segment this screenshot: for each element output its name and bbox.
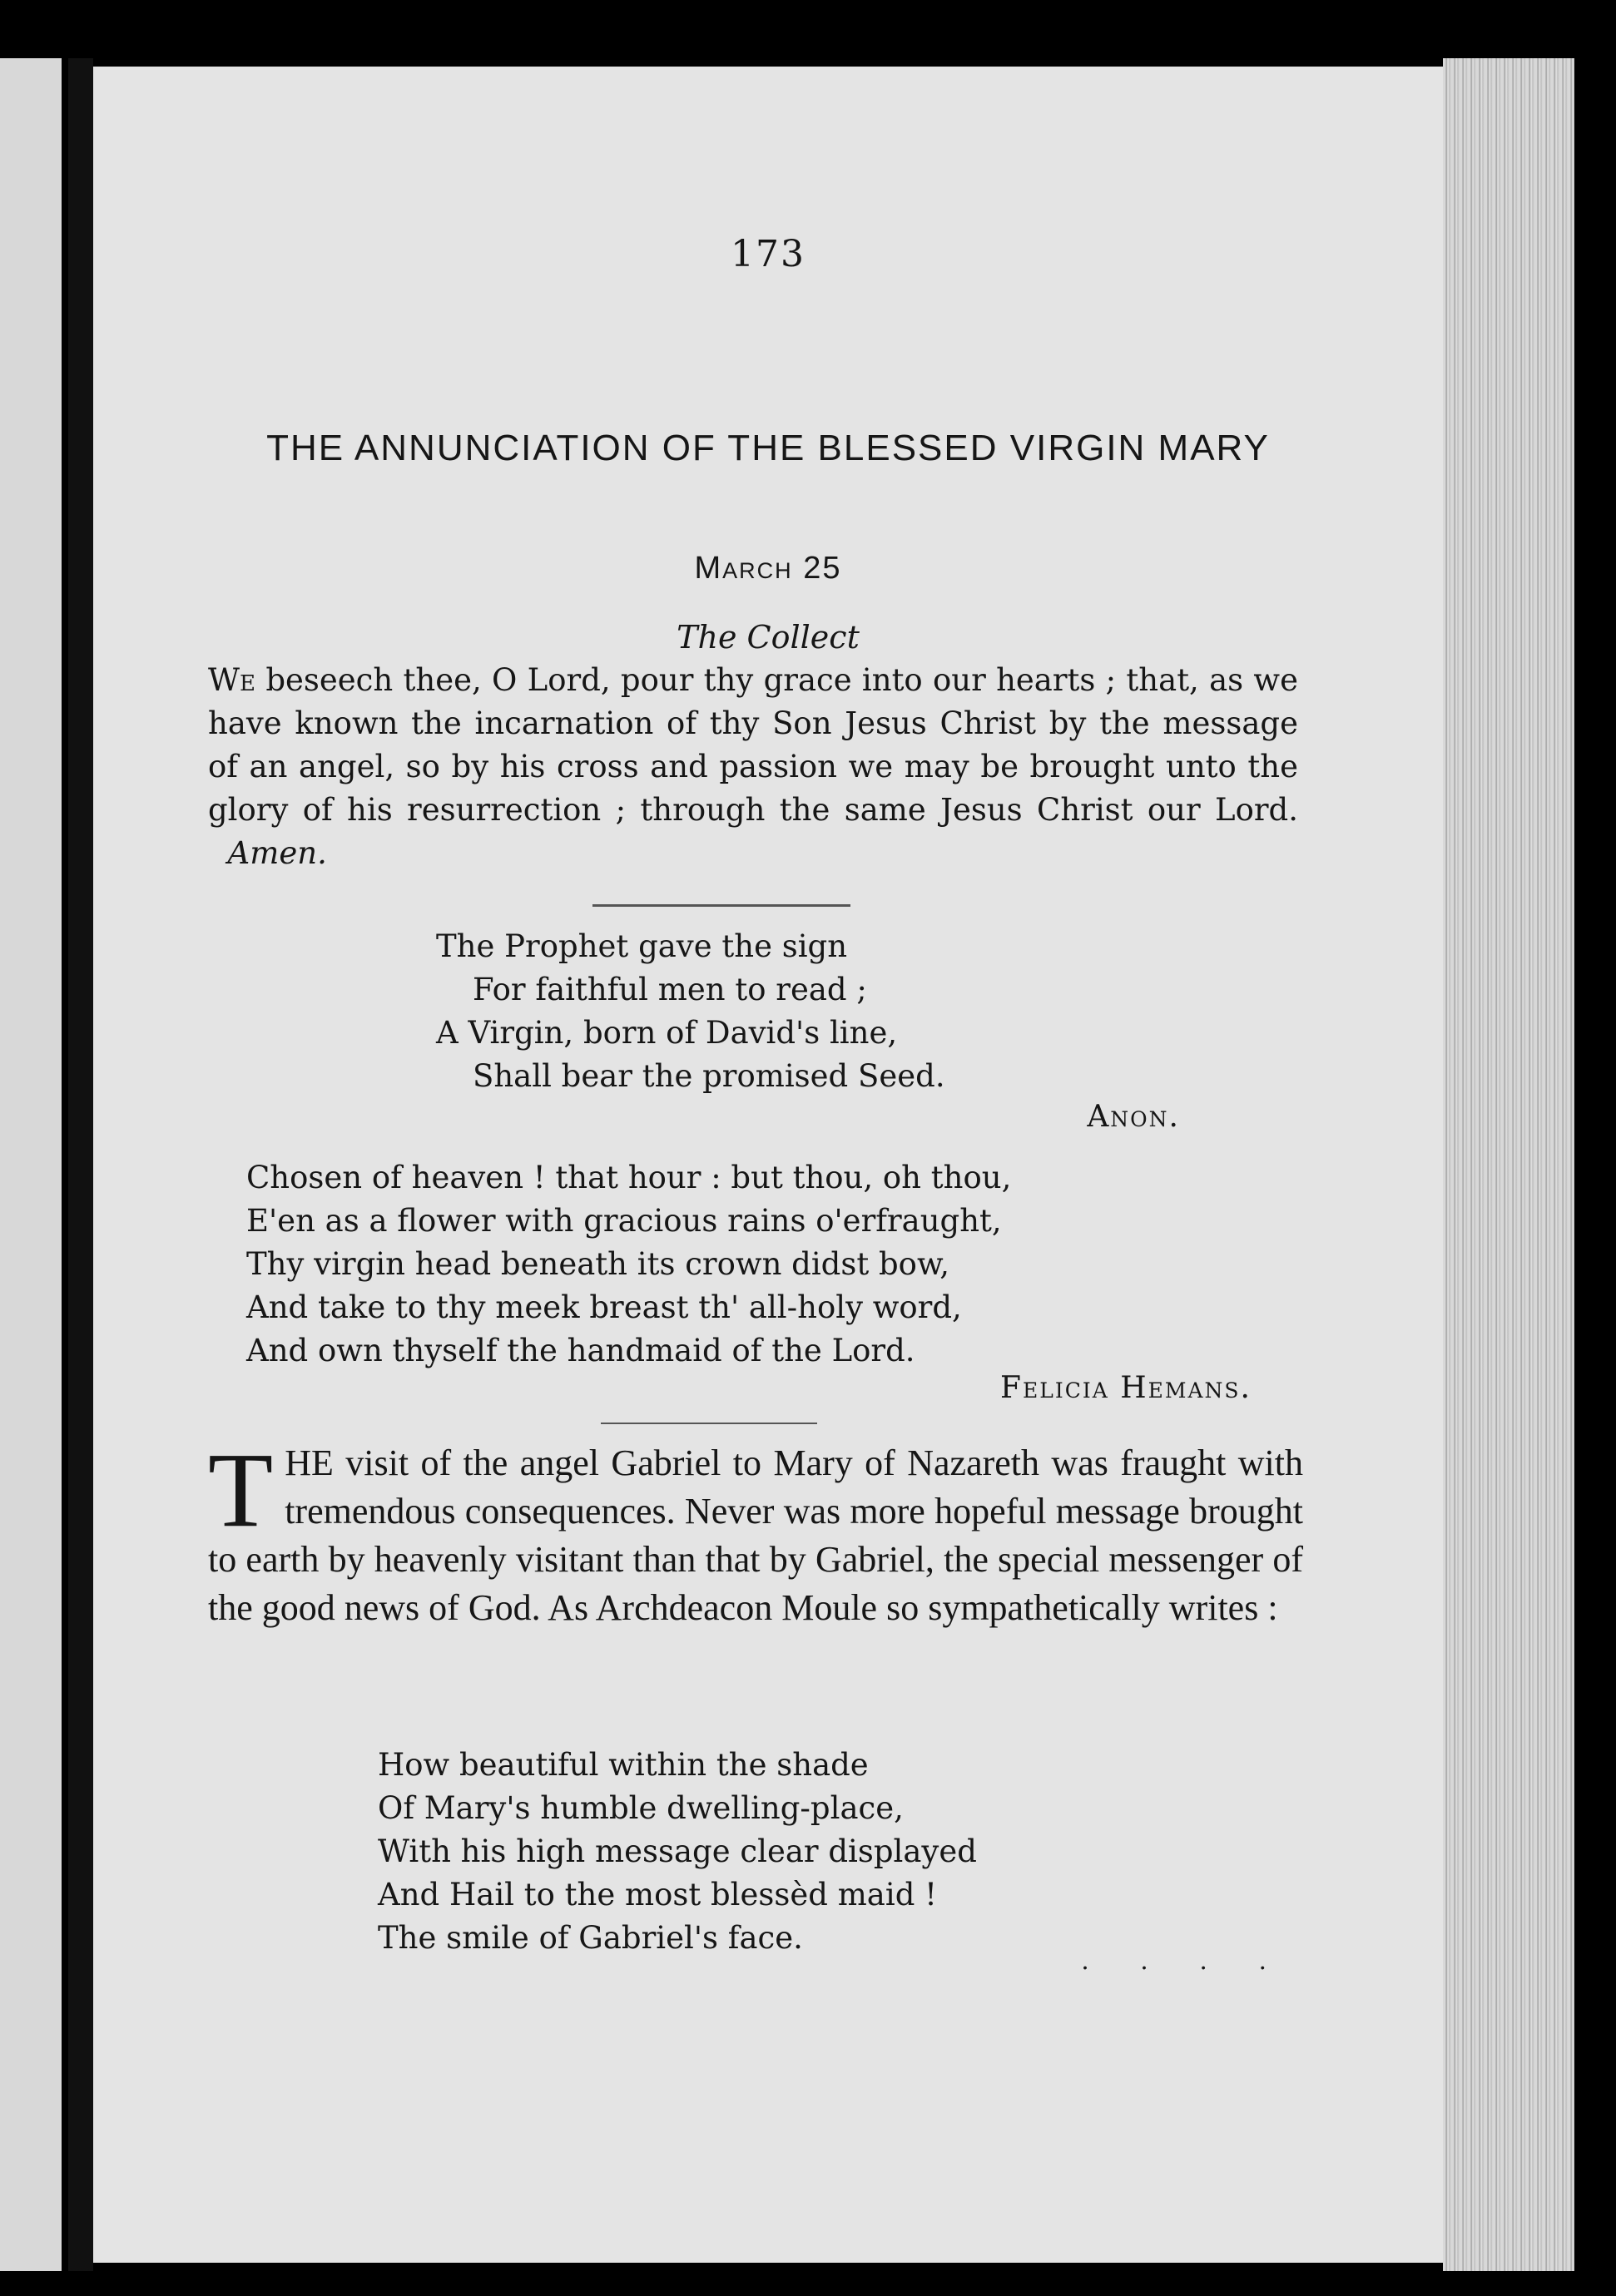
- collect-lead-word: We: [208, 662, 256, 698]
- collect-amen: Amen.: [227, 835, 327, 871]
- collect-heading: The Collect: [677, 619, 860, 656]
- verse-line: Chosen of heaven ! that hour : but thou, oh thou,: [246, 1160, 1012, 1195]
- verse-line: Shall bear the promised Seed.: [473, 1058, 945, 1094]
- section-divider: [592, 904, 850, 907]
- body-paragraph: [208, 1431, 1303, 1632]
- page-title: THE ANNUNCIATION OF THE BLESSED VIRGIN MARY: [266, 428, 1270, 468]
- verse-hemans: [246, 1156, 1011, 1373]
- verse-line: A Virgin, born of David's line,: [436, 1015, 898, 1051]
- page-stack-edge: [1443, 58, 1574, 2271]
- verse-line: With his high message clear displayed: [378, 1833, 977, 1869]
- ellipsis-mark: . . . .: [1081, 1947, 1288, 1976]
- verse-attribution: Anon.: [1087, 1100, 1180, 1134]
- verse-line: E'en as a flower with gracious rains o'erfraught,: [246, 1203, 1002, 1239]
- verse-line: How beautiful within the shade: [378, 1747, 869, 1783]
- drop-cap: T: [208, 1431, 274, 1549]
- section-divider: [601, 1423, 817, 1424]
- verse-line: The Prophet gave the sign: [436, 928, 848, 964]
- verse-line: Of Mary's humble dwelling-place,: [378, 1790, 904, 1826]
- verse-prophet: [436, 925, 945, 1098]
- verse-line: And take to thy meek breast th' all-holy word,: [246, 1289, 962, 1325]
- verse-line: The smile of Gabriel's face.: [378, 1920, 803, 1956]
- feast-date: March 25: [694, 551, 842, 586]
- collect-paragraph: [208, 659, 1298, 875]
- body-text: HE visit of the angel Gabriel to Mary of Nazareth was fraught with tremendous consequences. Never was more hopeful message brought to earth by heavenly visitant than that by Gabriel, the special messenger of the good news of God. As Archdeacon Moule so sympathetically writes :: [208, 1442, 1303, 1628]
- book-gutter: [68, 58, 93, 2271]
- book-page: [93, 67, 1443, 2263]
- previous-page-edge: [0, 58, 62, 2271]
- verse-line: And own thyself the handmaid of the Lord.: [246, 1333, 915, 1368]
- verse-moule: [378, 1744, 977, 1960]
- collect-text: beseech thee, O Lord, pour thy grace into our hearts ; that, as we have known the incarnation of thy Son Jesus Christ by the message of an angel, so by his cross and passion we may be brought unto the glory of his resurrection ; through the same Jesus Christ our Lord.: [208, 662, 1299, 828]
- verse-line: For faithful men to read ;: [473, 972, 867, 1007]
- verse-attribution: Felicia Hemans.: [1000, 1371, 1252, 1405]
- verse-line: And Hail to the most blessèd maid !: [378, 1877, 938, 1913]
- page-number: 173: [731, 233, 806, 275]
- verse-line: Thy virgin head beneath its crown didst bow,: [246, 1246, 949, 1282]
- page-content: [93, 67, 1443, 2263]
